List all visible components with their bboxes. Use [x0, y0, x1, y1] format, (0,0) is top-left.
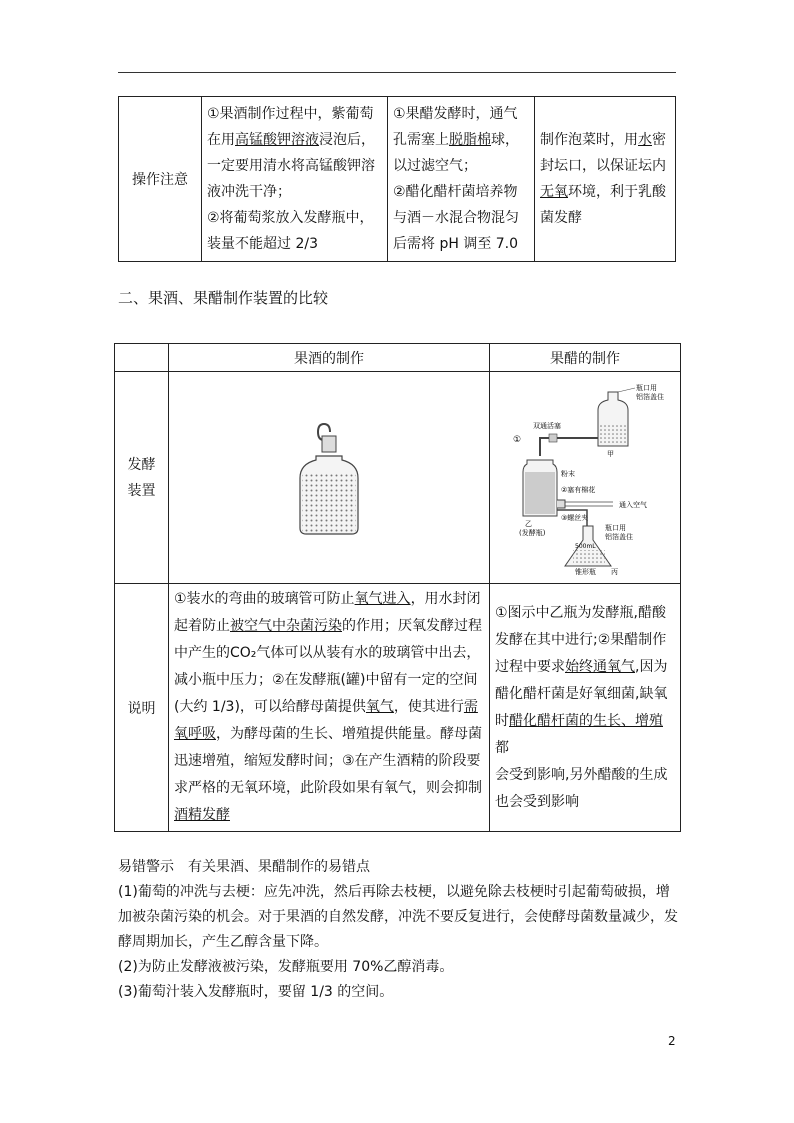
- line: ①果酒制作过程中，紫葡萄: [207, 106, 374, 122]
- line: [393, 127, 529, 153]
- line: [540, 127, 670, 153]
- head-wine: [169, 344, 490, 372]
- wine-apparatus-cell: [169, 372, 490, 584]
- line: 中产生的CO₂气体可以从装有水的玻璃管中出去，: [174, 645, 481, 661]
- line: ①图示中乙瓶为发酵瓶,醋酸: [495, 604, 667, 621]
- text: 环境，利于乳酸: [568, 184, 666, 200]
- label-fermentation-bottle: (发酵瓶): [519, 528, 546, 537]
- wine-notes-cell: [202, 97, 388, 262]
- vinegar-notes-text: [388, 99, 534, 259]
- corner-cell: [115, 344, 169, 372]
- line: 封坛口，以保证坛内: [540, 158, 666, 174]
- note-line: (1)葡萄的冲洗与去梗：应先冲洗，然后再除去枝梗，以避免除去枝梗时引起葡萄破损，增: [118, 884, 670, 900]
- line: 与酒－水混合物混匀: [393, 210, 519, 226]
- underlined-text: 氧气: [365, 699, 394, 715]
- line: [495, 708, 675, 762]
- label-cotton-plug: ②塞有棉花: [561, 485, 596, 494]
- text: ，为酵母菌的生长、增殖提供能量。酵母菌: [216, 726, 482, 742]
- label-bottle-mouth-bottom: 瓶口用: [605, 523, 626, 532]
- line: 装量不能超过 2/3: [207, 236, 318, 252]
- text: 过程中要求: [495, 658, 565, 675]
- line: 菌发酵: [540, 210, 582, 226]
- vinegar-notes-cell: [388, 97, 535, 262]
- line: ②将葡萄浆放入发酵瓶中，: [207, 210, 374, 226]
- label-foil-top: 铝箔盖住: [636, 392, 664, 401]
- text: ①装水的弯曲的玻璃管可防止: [174, 591, 355, 607]
- text: (大约 1/3)，可以给酵母菌提供: [174, 699, 366, 715]
- line: 发酵在其中进行;②果醋制作: [495, 631, 667, 648]
- head-vinegar-text: 果醋的制作: [550, 350, 620, 367]
- common-mistakes-notes: [118, 855, 678, 1005]
- row-label-text: 说明: [127, 700, 156, 717]
- line: 也会受到影响: [495, 793, 579, 810]
- note-line: 酵周期加长，产生乙醇含量下降。: [118, 934, 328, 950]
- section-title: 二、果酒、果醋制作装置的比较: [118, 289, 329, 307]
- label-bottle-mouth-top: 瓶口用: [636, 383, 657, 392]
- line: [174, 721, 484, 748]
- row-label-description: [115, 584, 169, 832]
- operation-notes-table: [118, 96, 676, 262]
- note-line: (3)葡萄汁装入发酵瓶时，要留 1/3 的空间。: [118, 984, 394, 1000]
- text: 孔需塞上: [393, 132, 449, 148]
- line: [207, 127, 382, 153]
- underlined-text: 无氧: [540, 184, 568, 200]
- text: ,因为: [635, 658, 668, 675]
- label-conical-flask: 锥形瓶: [575, 567, 596, 576]
- underlined-text: 水: [638, 132, 652, 148]
- pickle-notes-text: [535, 125, 675, 233]
- line: 液冲洗干净；: [207, 184, 291, 200]
- label-line: 发酵: [127, 456, 156, 473]
- line: 以过滤空气；: [393, 158, 477, 174]
- line: [495, 654, 675, 681]
- apparatus-comparison-table: [114, 343, 681, 832]
- underlined-text: 氧气进入: [354, 591, 411, 607]
- text: 的作用；厌氧发酵过程: [342, 618, 482, 634]
- notes-title: 易错警示 有关果酒、果醋制作的易错点: [118, 859, 370, 875]
- label-volume: 500mL: [575, 542, 596, 550]
- wine-notes-text: [202, 99, 387, 259]
- line: ②醋化醋杆菌培养物: [393, 184, 518, 200]
- label-double-valve: 双通活塞: [533, 421, 561, 430]
- page-number: 2: [668, 1034, 676, 1048]
- line: ①果醋发酵时，通气: [393, 106, 518, 122]
- vinegar-apparatus-cell: [490, 372, 681, 584]
- line: 会受到影响,另外醋酸的生成: [495, 766, 668, 783]
- note-line: 加被杂菌污染的机会。对于果酒的自然发酵，冲洗不要反复进行，会使酵母菌数量减少，发: [118, 909, 678, 925]
- underlined-text: 脱脂棉: [449, 132, 491, 148]
- underlined-text: 需: [463, 699, 478, 715]
- label-foil-bottom: 铝箔盖住: [605, 532, 633, 541]
- label-screw-clamp: ③螺丝夹: [561, 513, 589, 522]
- underlined-text: 醋化醋杆菌的生长、增殖: [509, 712, 663, 729]
- line: [540, 179, 670, 205]
- vinegar-description-cell: [490, 584, 681, 832]
- text: 都: [495, 739, 509, 756]
- text: ，用水封闭: [410, 591, 481, 607]
- text: 密: [652, 132, 666, 148]
- label-line: 装置: [127, 482, 156, 499]
- underlined-text: 高锰酸钾溶液: [235, 132, 319, 148]
- text: 时: [495, 712, 509, 729]
- row-label-text: 操作注意: [132, 172, 188, 188]
- text: 在用: [207, 132, 235, 148]
- line: 减小瓶中压力；②在发酵瓶(罐)中留有一定的空间: [174, 672, 478, 688]
- label-jia: 甲: [607, 449, 614, 458]
- line: [174, 694, 484, 721]
- vinegar-fermentation-apparatus-diagram: [495, 380, 675, 576]
- label-yi: 乙: [525, 519, 532, 528]
- underlined-text: 始终通氧气: [565, 658, 635, 675]
- line: 后需将 pH 调至 7.0: [393, 236, 519, 252]
- label-powder: 粉末: [561, 469, 575, 478]
- text: 球，: [491, 132, 519, 148]
- line: 求严格的无氧环境，此阶段如果有氧气，则会抑制: [174, 780, 482, 796]
- note-line: (2)为防止发酵液被污染，发酵瓶要用 70%乙醇消毒。: [118, 959, 454, 975]
- line: 一定要用清水将高锰酸钾溶: [207, 158, 375, 174]
- line: [174, 586, 484, 613]
- text: 制作泡菜时，用: [540, 132, 638, 148]
- line: [174, 613, 484, 640]
- label-air-inlet: 通入空气: [619, 500, 647, 509]
- vinegar-description-text: [490, 598, 680, 818]
- wine-description-text: [169, 584, 489, 831]
- line: 迅速增殖，缩短发酵时间；③在产生酒精的阶段要: [174, 753, 481, 769]
- line: 醋化醋杆菌是好氧细菌,缺氧: [495, 685, 668, 702]
- label-circle-1: ①: [513, 434, 522, 445]
- text: 浸泡后，: [319, 132, 375, 148]
- row-label-apparatus: [115, 372, 169, 584]
- text: 起着防止: [174, 618, 230, 634]
- wine-fermentation-bottle-diagram: [294, 418, 364, 538]
- header-rule: [118, 72, 676, 73]
- head-vinegar: [490, 344, 681, 372]
- label-bing: 丙: [611, 567, 618, 576]
- pickle-notes-cell: [535, 97, 676, 262]
- head-wine-text: 果酒的制作: [294, 350, 364, 367]
- underlined-text: 酒精发酵: [174, 807, 230, 823]
- underlined-text: 氧呼吸: [174, 726, 216, 742]
- text: ，使其进行: [393, 699, 464, 715]
- line: [174, 802, 484, 829]
- wine-description-cell: [169, 584, 490, 832]
- row-label-operation: [119, 97, 202, 262]
- underlined-text: 被空气中杂菌污染: [230, 618, 342, 634]
